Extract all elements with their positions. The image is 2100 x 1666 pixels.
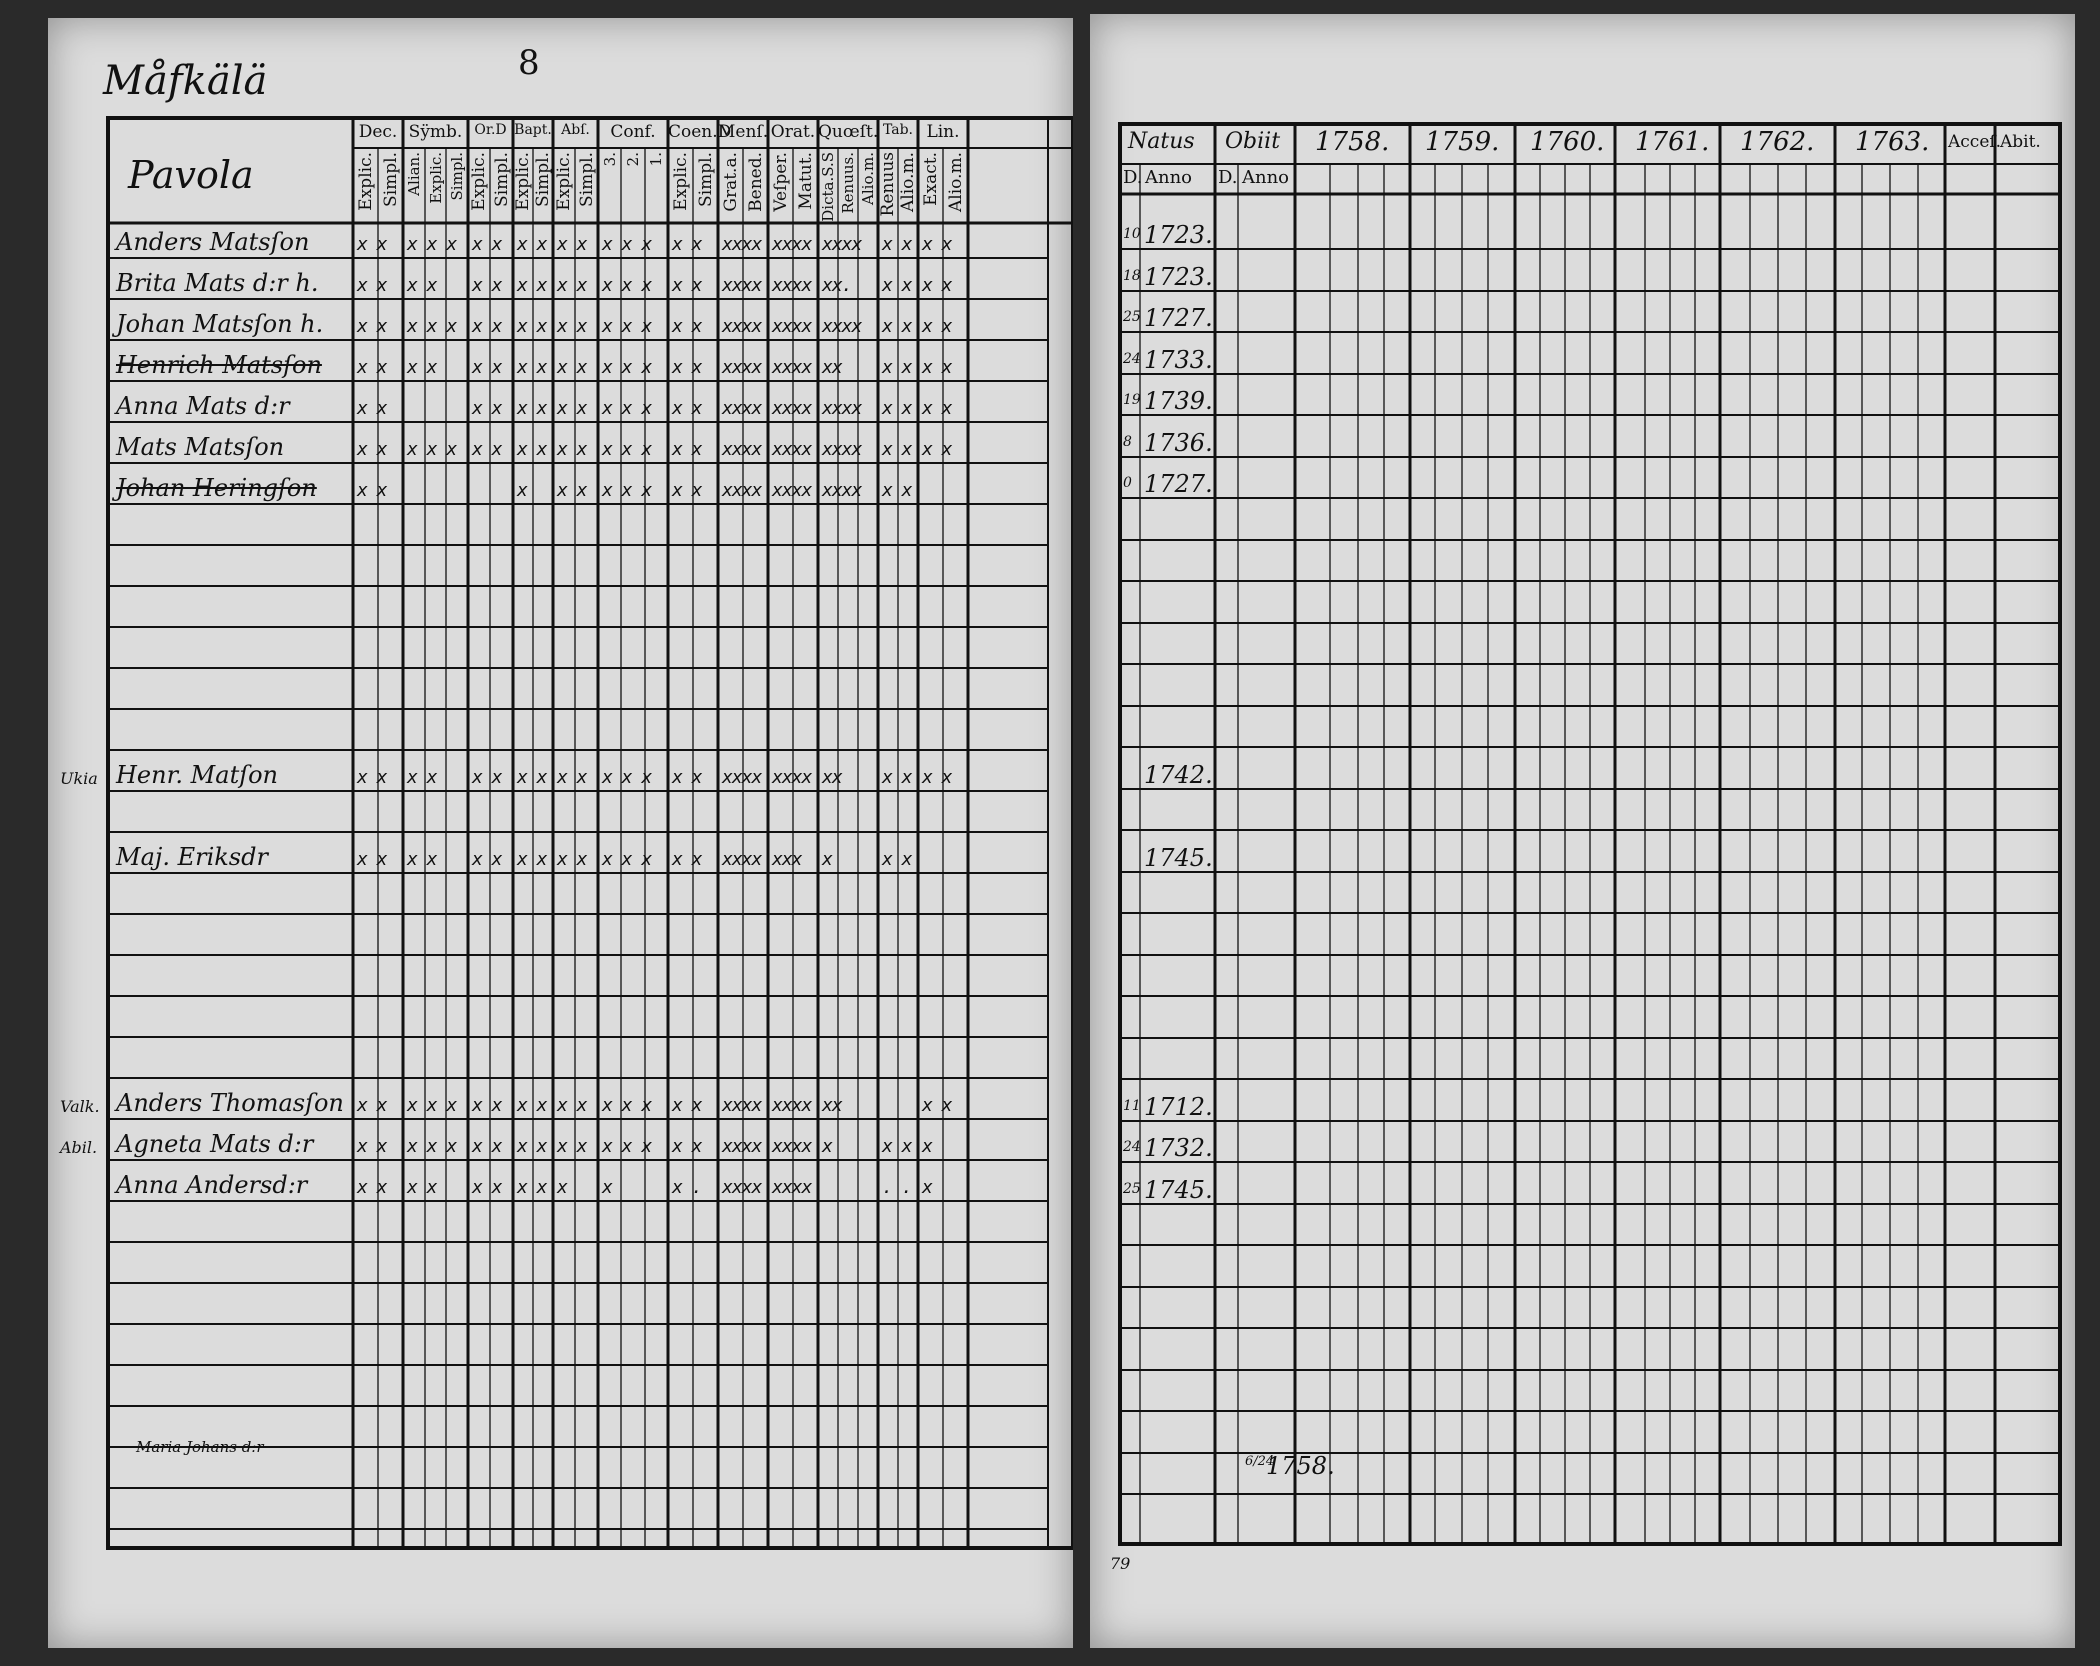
exam-mark: x x [472,1136,502,1157]
birth-year: 1723. [1144,221,1213,249]
exam-mark: x x x [602,767,652,788]
exam-mark: x x [357,1136,387,1157]
left-page [48,18,1073,1648]
exam-mark: xxxx [822,439,862,460]
column-subheader: Bened. [745,152,766,212]
farm-name: Pavola [128,153,254,197]
exam-mark: x x x [602,849,652,870]
exam-mark: x [822,1136,832,1157]
exam-mark: x x [407,849,437,870]
exam-mark: x x x [602,480,652,501]
exam-mark: x . [672,1177,702,1198]
exam-mark: x x [557,1136,587,1157]
person-name: Anna Mats d:r [116,392,290,420]
margin-note: Ukia [60,769,98,788]
column-subheader: Grat.a. [720,152,741,212]
exam-mark: x x [672,357,702,378]
person-name: Maj. Eriksdr [116,843,268,871]
exam-mark: x x x [602,275,652,296]
column-subheader: Renuus [878,152,898,217]
exam-mark: x x [672,1095,702,1116]
exam-mark: x x [517,767,547,788]
exam-mark: x x [517,849,547,870]
birth-day: 19 [1123,392,1141,408]
exam-mark: x x [672,480,702,501]
exam-mark: x x [357,849,387,870]
column-header: Lin. [926,122,960,142]
column-header: Menſ. [718,122,769,142]
column-subheader: Simpl. [533,152,553,207]
birth-year: 1727. [1144,304,1213,332]
column-subheader: Simpl. [576,152,597,207]
birth-day: 11 [1123,1098,1141,1114]
exam-mark: x x x [602,1136,652,1157]
exam-mark: xxxx [722,357,762,378]
exam-mark: x x [357,439,387,460]
column-subheader: Simpl. [448,152,467,201]
margin-note: Valk. [60,1097,100,1116]
exam-mark: x x x [602,398,652,419]
exam-mark: x x [517,1177,547,1198]
exam-mark: xxxx [722,316,762,337]
person-name: Mats Matsſon [116,433,285,461]
exam-mark: x x [557,849,587,870]
exam-mark: xxxx [722,849,762,870]
birth-year: 1745. [1144,1176,1213,1204]
right-page-grid [1090,14,2075,1648]
left-page-grid [48,18,1073,1648]
exam-mark: x x x [407,234,457,255]
exam-mark: . . [882,1177,912,1198]
exam-mark: x x x [407,316,457,337]
column-header: Orat. [770,122,816,142]
exam-mark: x [822,849,832,870]
birth-day: 25 [1123,309,1141,325]
exam-mark: x x [472,357,502,378]
exam-mark: x x x [602,439,652,460]
column-subheader: 3. [600,152,619,167]
year-header: 1759. [1425,127,1500,157]
exam-mark: x x [472,1177,502,1198]
obiit-anno-header: Anno [1242,167,1290,188]
birth-year: 1712. [1144,1093,1213,1121]
exam-mark: x x [922,275,952,296]
exam-mark: x x [357,480,387,501]
column-subheader: Exact. [920,152,941,206]
exam-mark: xxxx [772,1136,812,1157]
exam-mark: x x [882,1136,912,1157]
exam-mark: x x [472,275,502,296]
column-header: Coen.D [668,122,732,142]
abiit-header: Abit. [2000,132,2041,152]
margin-note: Abil. [60,1138,98,1157]
natus-day-header: D. [1123,167,1143,188]
column-subheader: Explic. [426,152,445,204]
exam-mark: x x [517,439,547,460]
exam-mark: x x x [407,439,457,460]
exam-mark: x x [357,1177,387,1198]
exam-mark: x x [407,767,437,788]
exam-mark: xx [822,357,842,378]
exam-mark: x x [882,234,912,255]
person-name: Johan Heringſon [116,474,317,502]
exam-mark: x x [882,357,912,378]
exam-mark: x x [557,316,587,337]
exam-mark: x x [357,316,387,337]
exam-mark: x x [672,767,702,788]
column-header: Conf. [610,122,656,142]
exam-mark: xxxx [772,439,812,460]
exam-mark: x x [882,849,912,870]
exam-mark: x [557,1177,567,1198]
exam-mark: x x [517,234,547,255]
exam-mark: x [517,480,527,501]
year-header: 1762. [1740,127,1815,157]
column-subheader: Veſper. [770,152,791,212]
exam-mark: x x [517,1136,547,1157]
person-name: Brita Mats d:r h. [116,269,319,297]
year-header: 1761. [1635,127,1710,157]
column-subheader: Simpl. [380,152,401,207]
birth-day: 24 [1123,1139,1141,1155]
person-name: Anders Matsſon [116,228,310,256]
exam-mark: xxxx [722,480,762,501]
exam-mark: xxxx [722,398,762,419]
column-subheader: Alio.m. [898,152,918,213]
exam-mark: x x [672,398,702,419]
birth-day: 10 [1123,226,1141,242]
exam-mark: x x x [602,316,652,337]
exam-mark: xxxx [722,439,762,460]
right-page [1090,14,2075,1648]
exam-mark: x x [882,767,912,788]
exam-mark: xxxx [772,316,812,337]
exam-mark: x x [672,439,702,460]
column-subheader: Dicta.S.S [819,152,837,222]
exam-mark: x x [357,767,387,788]
exam-mark: x x [517,316,547,337]
exam-mark: x x [922,234,952,255]
column-subheader: Explic. [554,152,575,211]
exam-mark: xx. [822,275,852,296]
exam-mark: x x [557,439,587,460]
birth-year: 1736. [1144,429,1213,457]
exam-mark: xx [822,767,842,788]
year-header: 1760. [1530,127,1605,157]
exam-mark: xxxx [772,234,812,255]
exam-mark: xxxx [772,1177,812,1198]
exam-mark: xxxx [772,275,812,296]
exam-mark: x x [922,357,952,378]
bottom-note: 79 [1110,1554,1131,1573]
exam-mark: xxxx [822,480,862,501]
exam-mark: x x [557,480,587,501]
exam-mark: x x [357,357,387,378]
exam-mark: x x x [407,1095,457,1116]
column-subheader: Explic. [355,152,376,211]
person-name: Henrich Matsſon [116,351,322,379]
exam-mark: x x [922,439,952,460]
exam-mark: x x [472,1095,502,1116]
birth-day: 18 [1123,268,1141,284]
birth-year: 1727. [1144,470,1213,498]
exam-mark: xx [822,1095,842,1116]
exam-mark: x x [557,1095,587,1116]
birth-year: 1745. [1144,844,1213,872]
column-header: Sÿmb. [408,122,463,142]
exam-mark: xxx [772,849,802,870]
exam-mark: x x x [602,1095,652,1116]
exam-mark: x x [472,234,502,255]
column-header: Dec. [358,122,398,142]
exam-mark: x x [517,275,547,296]
exam-mark: xxxx [772,1095,812,1116]
person-name: Anna Andersd:r [116,1171,308,1199]
birth-year: 1739. [1144,387,1213,415]
exam-mark: x x [672,234,702,255]
exam-mark: x x x [407,1136,457,1157]
page-number: 8 [518,43,540,83]
exam-mark: x x [517,1095,547,1116]
birth-year: 1733. [1144,346,1213,374]
exam-mark: x x [882,480,912,501]
column-subheader: Simpl. [695,152,716,207]
column-subheader: Explic. [469,152,490,211]
exam-mark: x x [922,316,952,337]
obiit-day-header: D. [1218,167,1238,188]
birth-year: 1723. [1144,263,1213,291]
village-name: Måfkälä [103,58,268,104]
exam-mark: xxxx [722,1095,762,1116]
column-header: Bapt. [514,122,552,138]
exam-mark: x x [407,357,437,378]
birth-day: 25 [1123,1181,1141,1197]
person-name: Johan Matsſon h. [116,310,324,338]
exam-mark: x x [882,439,912,460]
column-subheader: Matut. [795,152,816,210]
accessit-header: Acceſ. [1948,132,2002,152]
exam-mark: x x [672,1136,702,1157]
exam-mark: x x [672,275,702,296]
birth-year: 1732. [1144,1134,1213,1162]
exam-mark: x x [407,1177,437,1198]
natus-header: Natus [1128,129,1195,154]
obiit-header: Obiit [1225,129,1281,154]
exam-mark: x x x [602,234,652,255]
exam-mark: xxxx [772,480,812,501]
column-header: Quœſt. [818,122,879,142]
column-subheader: Explic. [670,152,691,211]
column-header: Tab. [882,122,913,138]
exam-mark: xxxx [772,398,812,419]
exam-mark: xxxx [822,316,862,337]
column-subheader: Alio.m. [859,152,877,205]
exam-mark: x x [672,849,702,870]
exam-mark: x x [882,316,912,337]
death-day: 6/24 [1245,1454,1275,1469]
exam-mark: xxxx [722,234,762,255]
exam-mark: xxxx [772,767,812,788]
exam-mark: x [602,1177,612,1198]
exam-mark: x x [922,767,952,788]
column-subheader: Simpl. [491,152,512,207]
agneta-annotation: Maria Johans d:r [136,1438,264,1456]
exam-mark: x x [472,849,502,870]
exam-mark: x x [557,275,587,296]
exam-mark: xxxx [822,398,862,419]
exam-mark: x x [882,275,912,296]
year-header: 1763. [1855,127,1930,157]
column-subheader: 1. [647,152,666,167]
exam-mark: x [922,1177,932,1198]
column-subheader: Alian. [404,152,423,196]
exam-mark: x x [357,234,387,255]
person-name: Agneta Mats d:r [116,1130,314,1158]
exam-mark: x x [922,1095,952,1116]
exam-mark: x x [557,398,587,419]
exam-mark: x x [517,357,547,378]
exam-mark: x x [357,275,387,296]
exam-mark: x x [922,398,952,419]
exam-mark: x x [557,357,587,378]
exam-mark: x x [472,316,502,337]
exam-mark: x x [357,398,387,419]
exam-mark: x x [672,316,702,337]
column-subheader: Alio.m. [945,152,966,213]
column-subheader: Renuus. [839,152,857,214]
birth-day: 24 [1123,351,1141,367]
column-header: Or.D [474,122,507,138]
column-header: Abſ. [561,122,590,138]
exam-mark: x x [882,398,912,419]
column-subheader: Explic. [513,152,533,211]
exam-mark: xxxx [722,275,762,296]
exam-mark: xxxx [722,1136,762,1157]
exam-mark: x x [517,398,547,419]
column-subheader: 2. [624,152,642,167]
exam-mark: x [922,1136,932,1157]
natus-anno-header: Anno [1145,167,1193,188]
year-header: 1758. [1315,127,1390,157]
exam-mark: x x [472,767,502,788]
exam-mark: xxxx [722,767,762,788]
person-name: Anders Thomasſon [116,1089,344,1117]
exam-mark: x x x [602,357,652,378]
exam-mark: x x [357,1095,387,1116]
exam-mark: x x [557,767,587,788]
exam-mark: x x [557,234,587,255]
exam-mark: x x [472,398,502,419]
exam-mark: xxxx [722,1177,762,1198]
birth-day: 0 [1123,475,1132,491]
exam-mark: xxxx [772,357,812,378]
birth-day: 8 [1123,434,1132,450]
exam-mark: x x [407,275,437,296]
person-name: Henr. Matſon [116,761,278,789]
exam-mark: xxxx [822,234,862,255]
birth-year: 1742. [1144,761,1213,789]
exam-mark: x x [472,439,502,460]
death-year: 1758. [1266,1452,1335,1480]
